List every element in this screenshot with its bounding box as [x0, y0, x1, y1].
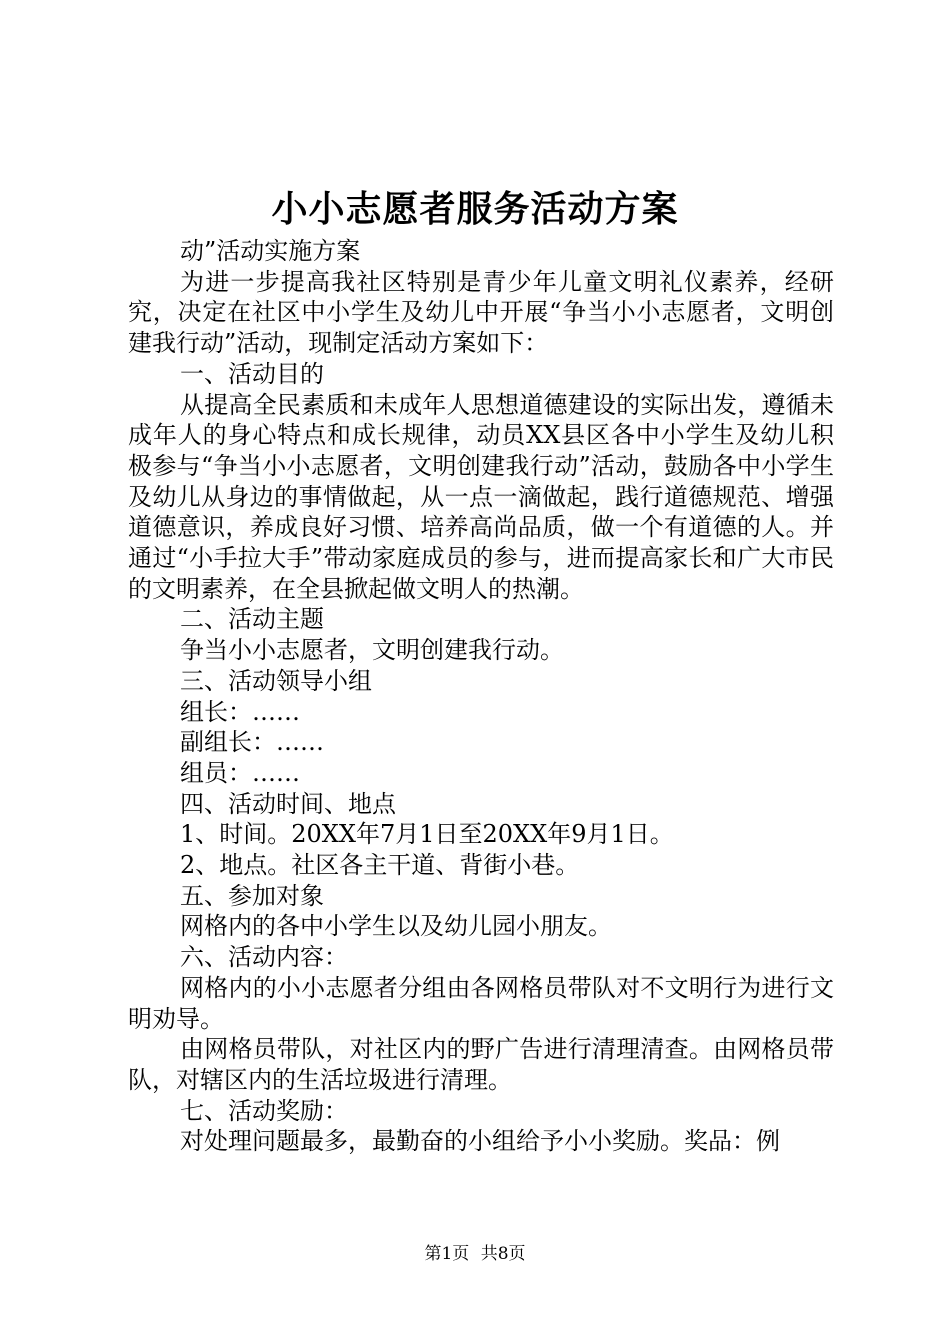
paragraph-members: 组员：……	[180, 758, 300, 787]
paragraph-leader: 组长：……	[180, 697, 300, 726]
document-body	[128, 236, 834, 1157]
section-heading-content: 六、活动内容：	[180, 943, 348, 972]
section-heading-participants: 五、参加对象	[180, 881, 324, 910]
document-title: 小小志愿者服务活动方案	[271, 188, 679, 230]
paragraph-time: 1、时间。20XX年7月1日至20XX年9月1日。	[180, 820, 674, 849]
section-heading-rewards: 七、活动奖励：	[180, 1096, 348, 1125]
page-number-footer: 第1页 共8页	[424, 1244, 526, 1264]
paragraph-theme: 争当小小志愿者，文明创建我行动。	[180, 636, 564, 665]
paragraph-place: 2、地点。社区各主干道、背街小巷。	[180, 851, 580, 880]
paragraph-continuation: 动”活动实施方案	[180, 237, 361, 265]
section-heading-leadership: 三、活动领导小组	[180, 666, 372, 695]
paragraph-deputy-leader: 副组长：……	[180, 728, 324, 757]
paragraph-intro: 为进一步提高我社区特别是青少年儿童文明礼仪素养，经研究，决定在社区中小学生及幼儿中开展“争当小小志愿者，文明创建我行动”活动，现制定活动方案如下：	[128, 267, 834, 358]
paragraph-rewards: 对处理问题最多，最勤奋的小组给予小小奖励。奖品：例	[180, 1127, 780, 1156]
paragraph-purpose: 从提高全民素质和未成年人思想道德建设的实际出发，遵循未成年人的身心特点和成长规律，动员XX县区各中小学生及幼儿积极参与“争当小小志愿者，文明创建我行动”活动，鼓励各中小学生及幼儿从身边的事情做起，从一点一滴做起，践行道德规范、增强道德意识，养成良好习惯、培养高尚品质，做一个有道德的人。并通过“小手拉大手”带动家庭成员的参与，进而提高家长和广大市民的文明素养，在全县掀起做文明人的热潮。	[128, 390, 834, 603]
section-heading-purpose: 一、活动目的	[180, 359, 324, 388]
section-heading-time-place: 四、活动时间、地点	[180, 789, 396, 818]
paragraph-content-1: 网格内的小小志愿者分组由各网格员带队对不文明行为进行文明劝导。	[128, 973, 834, 1033]
section-heading-theme: 二、活动主题	[180, 605, 324, 634]
paragraph-content-2: 由网格员带队，对社区内的野广告进行清理清查。由网格员带队，对辖区内的生活垃圾进行清理。	[128, 1035, 834, 1094]
paragraph-participants: 网格内的各中小学生以及幼儿园小朋友。	[180, 912, 612, 941]
